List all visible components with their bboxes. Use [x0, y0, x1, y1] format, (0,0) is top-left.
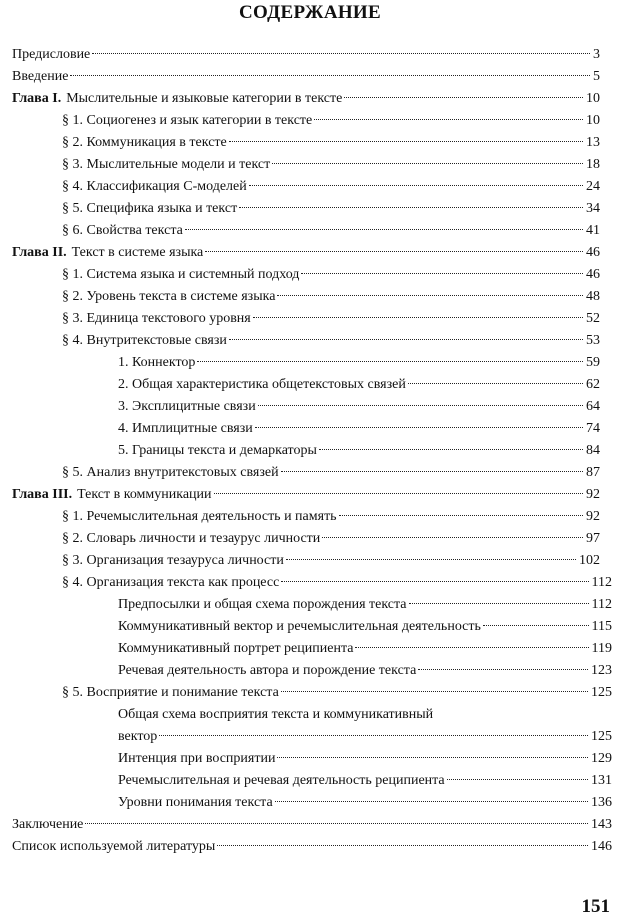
toc-entry-text: § 4. Внутритекстовые связи: [62, 333, 227, 348]
toc-entry-text: Текст в коммуникации: [77, 487, 212, 502]
toc-page-number: 129: [591, 751, 612, 766]
toc-entry[interactable]: [12, 814, 612, 836]
toc-entry[interactable]: [12, 44, 600, 66]
toc-entry-text: 4. Имплицитные связи: [118, 421, 253, 436]
toc-entry-text: Коммуникативный вектор и речемыслительная деятельность: [118, 619, 481, 634]
dot-leader: [319, 449, 583, 450]
toc-entry[interactable]: [12, 66, 600, 88]
dot-leader: [197, 361, 583, 362]
dot-leader: [249, 185, 583, 186]
dot-leader: [339, 515, 583, 516]
dot-leader: [92, 53, 590, 54]
toc-entry[interactable]: [118, 352, 600, 374]
dot-leader: [281, 471, 583, 472]
toc-entry-text: Мыслительные и языковые категории в тексте: [66, 91, 343, 106]
toc-page-number: 41: [586, 223, 600, 238]
toc-entry-continuation: вектор: [118, 729, 158, 744]
dot-leader: [418, 669, 588, 670]
dot-leader: [344, 97, 583, 98]
toc-entry[interactable]: [62, 198, 600, 220]
dot-leader: [409, 603, 589, 604]
toc-page-number: 84: [586, 443, 600, 458]
toc-page-number: 18: [586, 157, 600, 172]
toc-page-number: 3: [593, 47, 600, 62]
toc-entry-text: Заключение: [12, 817, 84, 832]
toc-page-number: 24: [586, 179, 600, 194]
toc-entry-text: § 2. Словарь личности и тезаурус личности: [62, 531, 321, 546]
toc-page-number: 53: [586, 333, 600, 348]
dot-leader: [229, 141, 583, 142]
toc-chapter-entry[interactable]: [12, 484, 600, 506]
toc-page-number: 131: [591, 773, 612, 788]
toc-page-number: 97: [586, 531, 600, 546]
toc-entry[interactable]: [62, 110, 600, 132]
dot-leader: [277, 757, 588, 758]
toc-page-number: 146: [591, 839, 612, 854]
toc-entry[interactable]: [118, 594, 612, 616]
toc-page-number: 125: [591, 729, 612, 744]
toc-page-number: 102: [579, 553, 600, 568]
toc-entry-text: Введение: [12, 69, 69, 84]
toc-entry[interactable]: [62, 462, 600, 484]
toc-entry[interactable]: [62, 682, 612, 704]
toc-entry-text: Коммуникативный портрет реципиента: [118, 641, 354, 656]
toc-entry-text: § 2. Коммуникация в тексте: [62, 135, 227, 150]
toc-entry-text: § 3. Организация тезауруса личности: [62, 553, 284, 568]
toc-page-number: 112: [591, 575, 612, 590]
dot-leader: [70, 75, 590, 76]
dot-leader: [277, 295, 583, 296]
toc-entry-text: Текст в системе языка: [71, 245, 204, 260]
toc-page-number: 143: [591, 817, 612, 832]
dot-leader: [286, 559, 576, 560]
toc-entry-text: Интенция при восприятии: [118, 751, 276, 766]
toc-entry[interactable]: [118, 770, 612, 792]
dot-leader: [253, 317, 583, 318]
toc-entry[interactable]: [62, 264, 600, 286]
dot-leader: [483, 625, 589, 626]
toc-entry[interactable]: [62, 528, 600, 550]
toc-entry[interactable]: [12, 836, 612, 858]
toc-page-number: 115: [591, 619, 612, 634]
toc-entry-text: 3. Эксплицитные связи: [118, 399, 256, 414]
toc-page-number: 13: [586, 135, 600, 150]
toc-entry-text: § 1. Речемыслительная деятельность и память: [62, 509, 337, 524]
dot-leader: [229, 339, 583, 340]
dot-leader: [85, 823, 588, 824]
toc-entry[interactable]: [62, 286, 600, 308]
toc-entry-text: Предисловие: [12, 47, 91, 62]
toc-entry[interactable]: [62, 176, 600, 198]
page-title: СОДЕРЖАНИЕ: [239, 2, 381, 23]
toc-entry[interactable]: [118, 374, 600, 396]
dot-leader: [275, 801, 588, 802]
dot-leader: [355, 647, 588, 648]
dot-leader: [272, 163, 583, 164]
toc-entry[interactable]: [62, 550, 600, 572]
toc-entry-text: § 1. Социогенез и язык категории в тексте: [62, 113, 313, 128]
toc-entry-text: Уровни понимания текста: [118, 795, 273, 810]
toc-entry-text: 2. Общая характеристика общетекстовых связей: [118, 377, 406, 392]
toc-page-number: 87: [586, 465, 600, 480]
page-number: 151: [581, 896, 610, 917]
toc-entry-text: Общая схема восприятия текста и коммуникативный: [118, 707, 434, 722]
toc-entry[interactable]: [62, 506, 600, 528]
toc-entry[interactable]: [62, 220, 600, 242]
chapter-label: Глава I.: [12, 91, 62, 106]
toc-entry[interactable]: [118, 660, 612, 682]
dot-leader: [314, 119, 583, 120]
dot-leader: [255, 427, 583, 428]
toc-entry-text: Список используемой литературы: [12, 839, 216, 854]
toc-entry[interactable]: [118, 440, 600, 462]
toc-entry[interactable]: [62, 330, 600, 352]
toc-entry-line1[interactable]: [118, 704, 612, 726]
toc-entry-text: § 3. Единица текстового уровня: [62, 311, 251, 326]
toc-entry[interactable]: [118, 396, 600, 418]
dot-leader: [205, 251, 583, 252]
dot-leader: [322, 537, 583, 538]
toc-page-number: 64: [586, 399, 600, 414]
dot-leader: [408, 383, 583, 384]
toc-page-number: 112: [591, 597, 612, 612]
toc-page-number: 62: [586, 377, 600, 392]
toc-entry-text: § 1. Система языка и системный подход: [62, 267, 300, 282]
toc-page-number: 92: [586, 509, 600, 524]
toc-page-number: 34: [586, 201, 600, 216]
dot-leader: [301, 273, 583, 274]
chapter-label: Глава III.: [12, 487, 73, 502]
toc-entry-text: § 6. Свойства текста: [62, 223, 183, 238]
toc-entry[interactable]: [118, 418, 600, 440]
toc-entry[interactable]: [62, 132, 600, 154]
toc-page-number: 46: [586, 245, 600, 260]
toc-page-number: 46: [586, 267, 600, 282]
toc-entry-text: Речевая деятельность автора и порождение текста: [118, 663, 417, 678]
chapter-label: Глава II.: [12, 245, 67, 260]
toc-entry[interactable]: [118, 748, 612, 770]
toc-page-number: 92: [586, 487, 600, 502]
toc-entry-text: 1. Коннектор: [118, 355, 196, 370]
toc-entry-text: § 4. Классификация С-моделей: [62, 179, 247, 194]
toc-entry-text: § 5. Специфика языка и текст: [62, 201, 238, 216]
toc-entry[interactable]: [62, 308, 600, 330]
toc-page-number: 10: [586, 113, 600, 128]
toc-entry-text: Предпосылки и общая схема порождения текста: [118, 597, 407, 612]
toc-entry[interactable]: [118, 616, 612, 638]
toc-chapter-entry[interactable]: [12, 88, 600, 110]
toc-entry[interactable]: [118, 792, 612, 814]
toc-entry[interactable]: [118, 638, 612, 660]
toc-page-number: 119: [591, 641, 612, 656]
toc-entry-text: § 3. Мыслительные модели и текст: [62, 157, 271, 172]
toc-entry-text: § 4. Организация текста как процесс: [62, 575, 280, 590]
dot-leader: [214, 493, 583, 494]
dot-leader: [447, 779, 588, 780]
dot-leader: [217, 845, 588, 846]
toc-page-number: 5: [593, 69, 600, 84]
toc-page-number: 136: [591, 795, 612, 810]
toc-page-number: 48: [586, 289, 600, 304]
toc-entry[interactable]: [62, 572, 612, 594]
toc-page-number: 52: [586, 311, 600, 326]
dot-leader: [185, 229, 583, 230]
dot-leader: [281, 691, 588, 692]
toc-page-number: 74: [586, 421, 600, 436]
dot-leader: [239, 207, 583, 208]
toc-entry[interactable]: [62, 154, 600, 176]
toc-entry-text: Речемыслительная и речевая деятельность реципиента: [118, 773, 445, 788]
toc-entry[interactable]: [118, 726, 612, 748]
toc-entry-text: § 5. Восприятие и понимание текста: [62, 685, 279, 700]
toc-page-number: 123: [591, 663, 612, 678]
dot-leader: [159, 735, 588, 736]
toc-page-number: 59: [586, 355, 600, 370]
toc-page-number: 125: [591, 685, 612, 700]
toc-entry-text: § 2. Уровень текста в системе языка: [62, 289, 276, 304]
toc-chapter-entry[interactable]: [12, 242, 600, 264]
toc-page-number: 10: [586, 91, 600, 106]
toc-entry-text: 5. Границы текста и демаркаторы: [118, 443, 317, 458]
toc-entry-text: § 5. Анализ внутритекстовых связей: [62, 465, 279, 480]
dot-leader: [281, 581, 588, 582]
dot-leader: [258, 405, 583, 406]
